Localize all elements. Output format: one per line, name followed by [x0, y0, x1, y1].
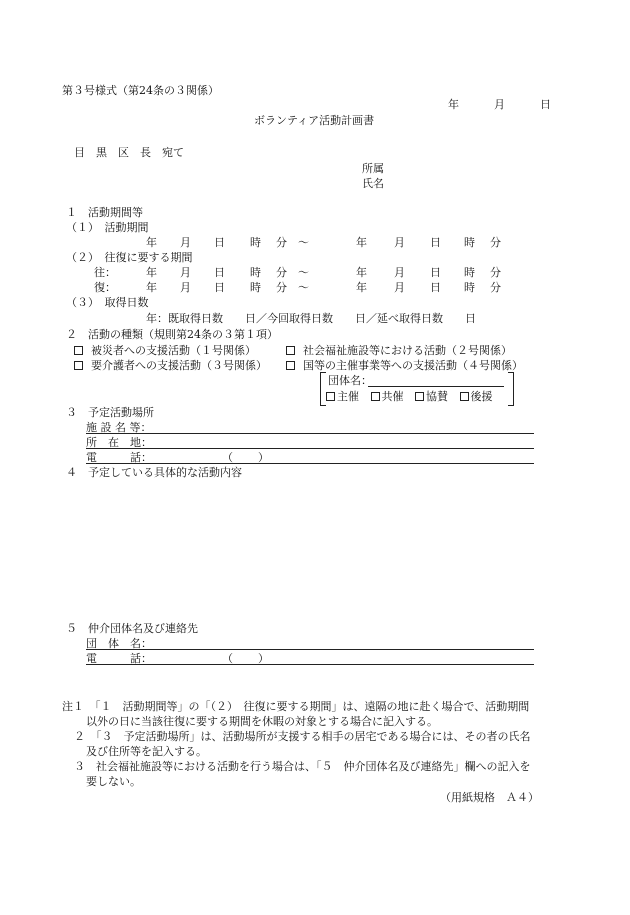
checkbox-icon	[286, 346, 295, 355]
address-field[interactable]	[86, 448, 534, 449]
outbound-start-day: 日	[214, 266, 225, 279]
return-end-year: 年	[356, 281, 367, 294]
return-end-day: 日	[430, 281, 441, 294]
outbound-end-month: 月	[394, 266, 405, 279]
org-phone-paren-open: （	[222, 652, 233, 665]
note2-line1: ２ 「３ 予定活動場所」は、活動場所が支援する相手の居宅である場合には、その者の氏名	[74, 730, 531, 743]
activity-content-area[interactable]	[86, 482, 534, 612]
note1-line1: 注１ 「１ 活動期間等」の「（２） 往復に要する期間」は、遠隔の地に赴く場合で、活動期間	[62, 700, 530, 713]
facility-label: 施 設 名 等：	[86, 421, 152, 434]
role-cohost[interactable]	[371, 390, 404, 403]
group-bracket-right	[508, 372, 514, 406]
paper-size-note: （用紙規格 Ａ４）	[440, 791, 539, 804]
org-phone-paren-close: ）	[258, 652, 269, 665]
period-start-hour: 時	[250, 236, 261, 249]
org-name-field[interactable]	[86, 649, 534, 650]
outbound-start-hour: 時	[250, 266, 261, 279]
return-label: 復：	[94, 281, 116, 294]
note3-line2: 要しない。	[86, 775, 141, 788]
section1-sub2: （２） 往復に要する期間	[66, 251, 193, 264]
section1-sub3: （３） 取得日数	[66, 296, 149, 309]
option-care-recipient[interactable]	[74, 359, 267, 372]
group-roles	[326, 390, 493, 403]
option-label: 要介護者への支援活動（３号関係）	[91, 359, 267, 372]
role-host[interactable]	[326, 390, 359, 403]
checkbox-icon	[286, 361, 295, 370]
return-range-tilde: 〜	[298, 281, 309, 294]
section3-heading: ３ 予定活動場所	[66, 406, 154, 419]
period-range-tilde: 〜	[298, 236, 309, 249]
period-end-year: 年	[356, 236, 367, 249]
form-number: 第３号様式（第24条の３関係）	[62, 84, 219, 97]
role-label: 共催	[381, 390, 404, 403]
option-label: 国等の主催事業等への支援活動（４号関係）	[303, 359, 523, 372]
name-label: 氏名	[362, 177, 384, 190]
affiliation-label: 所属	[362, 162, 384, 175]
note1-line2: 以外の日に当該往復に要する期間を休暇の対象とする場合に記入する。	[86, 715, 438, 728]
period-end-day: 日	[430, 236, 441, 249]
outbound-end-year: 年	[356, 266, 367, 279]
period-end-minute: 分	[490, 236, 501, 249]
role-sponsor[interactable]	[415, 390, 448, 403]
outbound-range-tilde: 〜	[298, 266, 309, 279]
outbound-start-year: 年	[146, 266, 157, 279]
checkbox-icon	[460, 392, 469, 401]
outbound-end-day: 日	[430, 266, 441, 279]
return-end-month: 月	[394, 281, 405, 294]
facility-phone-paren-open: （	[222, 451, 233, 464]
page-title: ボランティア活動計画書	[254, 114, 375, 127]
facility-phone-paren-close: ）	[258, 451, 269, 464]
checkbox-icon	[371, 392, 380, 401]
group-name-field[interactable]	[368, 386, 504, 387]
period-start-year: 年	[146, 236, 157, 249]
option-label: 被災者への支援活動（１号関係）	[91, 344, 256, 357]
checkbox-icon	[326, 392, 335, 401]
facility-field[interactable]	[86, 433, 534, 434]
facility-phone-field[interactable]	[86, 463, 534, 464]
date-month-label: 月	[494, 98, 505, 111]
facility-phone-label: 電 話：	[86, 451, 152, 464]
org-phone-field[interactable]	[86, 664, 534, 665]
section4-heading: ４ 予定している具体的な活動内容	[66, 466, 242, 479]
org-name-label: 団 体 名：	[86, 637, 152, 650]
role-label: 協賛	[426, 390, 448, 403]
return-start-day: 日	[214, 281, 225, 294]
date-day-label: 日	[540, 98, 551, 111]
note3-line1: ３ 社会福祉施設等における活動を行う場合は、「５ 仲介団体名及び連絡先」欄への記入を	[74, 760, 531, 773]
checkbox-icon	[415, 392, 424, 401]
period-end-hour: 時	[464, 236, 475, 249]
outbound-start-month: 月	[180, 266, 191, 279]
option-label: 社会福祉施設等における活動（２号関係）	[303, 344, 512, 357]
option-disaster[interactable]	[74, 344, 256, 357]
role-support[interactable]	[460, 390, 493, 403]
return-start-year: 年	[146, 281, 157, 294]
outbound-start-minute: 分	[276, 266, 287, 279]
return-start-hour: 時	[250, 281, 261, 294]
period-end-month: 月	[394, 236, 405, 249]
checkbox-icon	[74, 361, 83, 370]
outbound-label: 往：	[94, 266, 116, 279]
option-national-event[interactable]	[286, 359, 523, 372]
period-start-day: 日	[214, 236, 225, 249]
section1-sub1: （１） 活動期間	[66, 221, 149, 234]
outbound-end-hour: 時	[464, 266, 475, 279]
section5-heading: ５ 仲介団体名及び連絡先	[66, 622, 198, 635]
group-name-label: 団体名：	[328, 374, 372, 387]
section1-heading: １ 活動期間等	[66, 206, 143, 219]
date-year-label: 年	[448, 98, 459, 111]
period-start-month: 月	[180, 236, 191, 249]
return-start-minute: 分	[276, 281, 287, 294]
return-start-month: 月	[180, 281, 191, 294]
address-label: 所 在 地：	[86, 436, 152, 449]
role-label: 主催	[337, 390, 359, 403]
section2-heading: ２ 活動の種類（規則第24条の３第１項）	[66, 328, 278, 341]
note2-line2: 及び住所等を記入する。	[86, 745, 207, 758]
return-end-hour: 時	[464, 281, 475, 294]
acquired-days-line: 年：既取得日数 日／今回取得日数 日／延べ取得日数 日	[146, 312, 476, 325]
addressee: 目 黒 区 長 宛て	[74, 146, 184, 159]
period-start-minute: 分	[276, 236, 287, 249]
option-welfare-facility[interactable]	[286, 344, 512, 357]
role-label: 後援	[470, 390, 493, 403]
return-end-minute: 分	[490, 281, 501, 294]
checkbox-icon	[74, 346, 83, 355]
org-phone-label: 電 話：	[86, 652, 152, 665]
outbound-end-minute: 分	[490, 266, 501, 279]
